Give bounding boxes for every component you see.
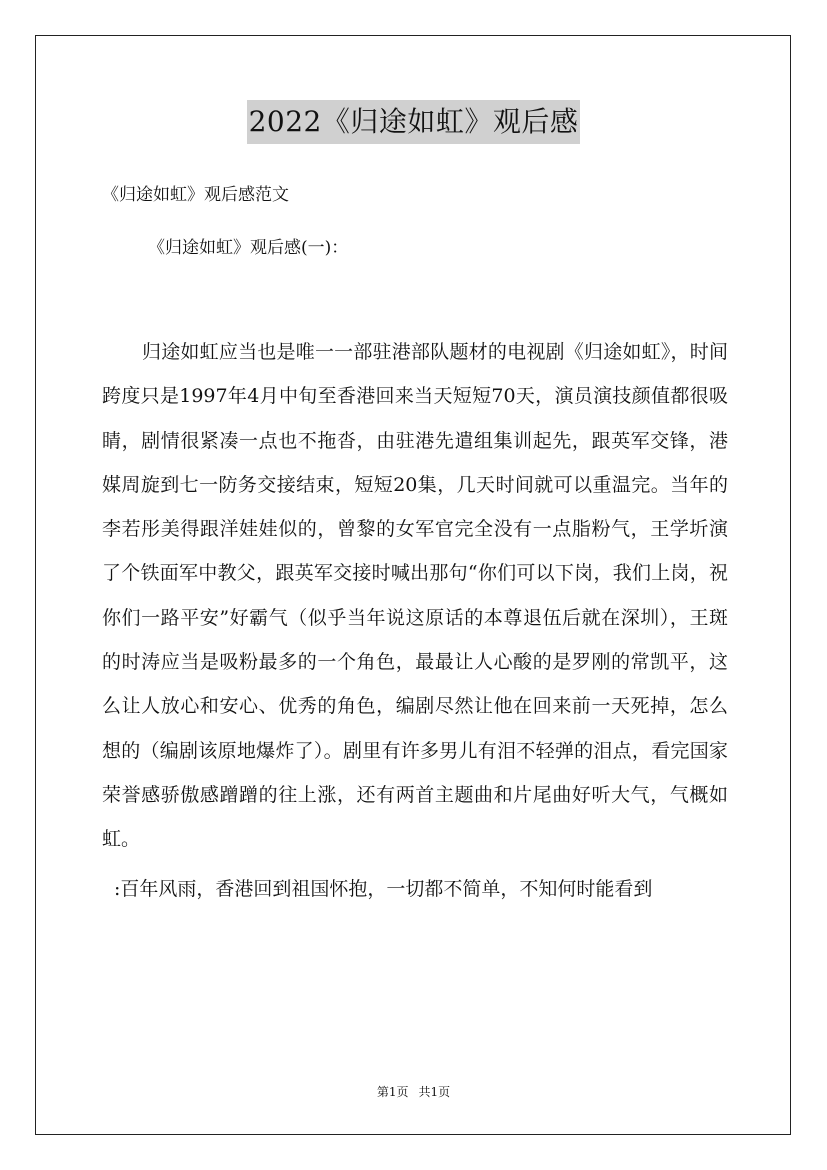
page-number: 第1页	[376, 1085, 409, 1099]
page-footer	[0, 1082, 827, 1102]
body-paragraph: 归途如虹应当也是唯一一部驻港部队题材的电视剧《归途如虹》，时间跨度只是1997年4月中旬至香港回来当天短短70天，演员演技颜值都很吸睛，剧情很紧凑一点也不拖沓，由驻港先遣组集训起先，跟英军交锋，港媒周旋到七一防务交接结束，短短20集，几天时间就可以重温完。当年的李若彤美得跟洋娃娃似的，曾黎的女军官完全没有一点脂粉气，王学圻演了个铁面军中教父，跟英军交接时喊出那句“你们可以下岗，我们上岗，祝你们一路平安”好霸气（似乎当年说这原话的本尊退伍后就在深圳），王斑的时涛应当是吸粉最多的一个角色，最最让人心酸的是罗刚的常凯平，这么让人放心和安心、优秀的角色，编剧尽然让他在回来前一天死掉，怎么想的（编剧该原地爆炸了）。剧里有许多男儿有泪不轻弹的泪点，看完国家荣誉感骄傲感蹭蹭的往上涨，还有两首主题曲和片尾曲好听大气，气概如虹。	[102, 341, 728, 851]
section-heading: 《归途如虹》观后感(一)：	[148, 238, 349, 258]
document-subtitle: 《归途如虹》观后感范文	[102, 185, 289, 205]
document-body	[102, 330, 728, 911]
title-wrap	[0, 100, 827, 144]
document-title: 2022《归途如虹》观后感	[247, 100, 581, 144]
page-total: 共1页	[418, 1085, 451, 1099]
body-paragraph: :百年风雨，香港回到祖国怀抱，一切都不简单，不知何时能看到	[114, 877, 653, 900]
